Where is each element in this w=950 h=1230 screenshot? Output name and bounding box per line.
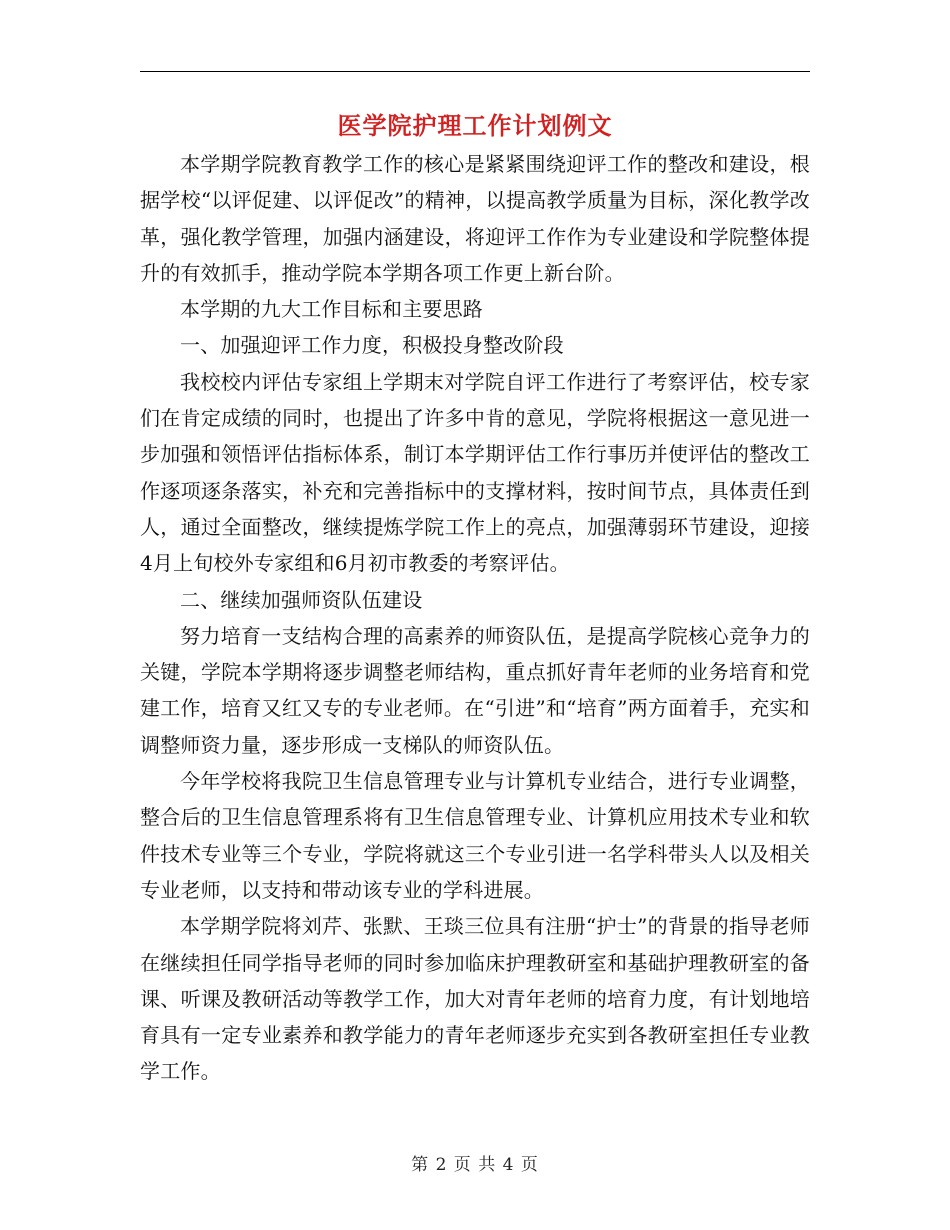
section-heading-1: 一、加强迎评工作力度，积极投身整改阶段 [180,333,564,358]
paragraph-goals-heading: 本学期的九大工作目标和主要思路 [180,297,483,322]
document-title: 医学院护理工作计划例文 [337,111,613,140]
paragraph-major-adjustment: 今年学校将我院卫生信息管理专业与计算机专业结合，进行专业调整，整合后的卫生信息管理系将有卫生信息管理专业、计算机应用技术专业和软件技术专业等三个专业，学院将就这三个专业引进一名学科带头人以及相关专业老师，以支持和带动该专业的学科进展。 [140,769,810,902]
paragraph-evaluation: 我校校内评估专家组上学期末对学院自评工作进行了考察评估，校专家们在肯定成绩的同时，也提出了许多中肯的意见，学院将根据这一意见进一步加强和领悟评估指标体系，制订本学期评估工作行事历并使评估的整改工作逐项逐条落实，补充和完善指标中的支撑材料，按时间节点，具体责任到人，通过全面整改，继续提炼学院工作上的亮点，加强薄弱环节建设，迎接4月上旬校外专家组和6月初市教委的考察评估。 [140,369,810,576]
section-heading-2: 二、继续加强师资队伍建设 [180,587,423,612]
document-body [140,146,810,1090]
page-number-footer: 第 2 页 共 4 页 [411,1155,539,1175]
header-rule [140,71,810,72]
paragraph-instructors: 本学期学院将刘芹、张默、王琰三位具有注册“护士”的背景的指导老师在继续担任同学指导老师的同时参加临床护理教研室和基础护理教研室的备课、听课及教研活动等教学工作，加大对青年老师的培育力度，有计划地培育具有一定专业素养和教学能力的青年老师逐步充实到各教研室担任专业教学工作。 [140,914,810,1084]
paragraph-faculty: 努力培育一支结构合理的高素养的师资队伍，是提高学院核心竞争力的关键，学院本学期将逐步调整老师结构，重点抓好青年老师的业务培育和党建工作，培育又红又专的专业老师。在“引进”和“培育”两方面着手，充实和调整师资力量，逐步形成一支梯队的师资队伍。 [140,623,810,757]
paragraph-intro: 本学期学院教育教学工作的核心是紧紧围绕迎评工作的整改和建设，根据学校“以评促建、以评促改”的精神，以提高教学质量为目标，深化教学改革，强化教学管理，加强内涵建设，将迎评工作作为专业建设和学院整体提升的有效抓手，推动学院本学期各项工作更上新台阶。 [140,152,810,285]
